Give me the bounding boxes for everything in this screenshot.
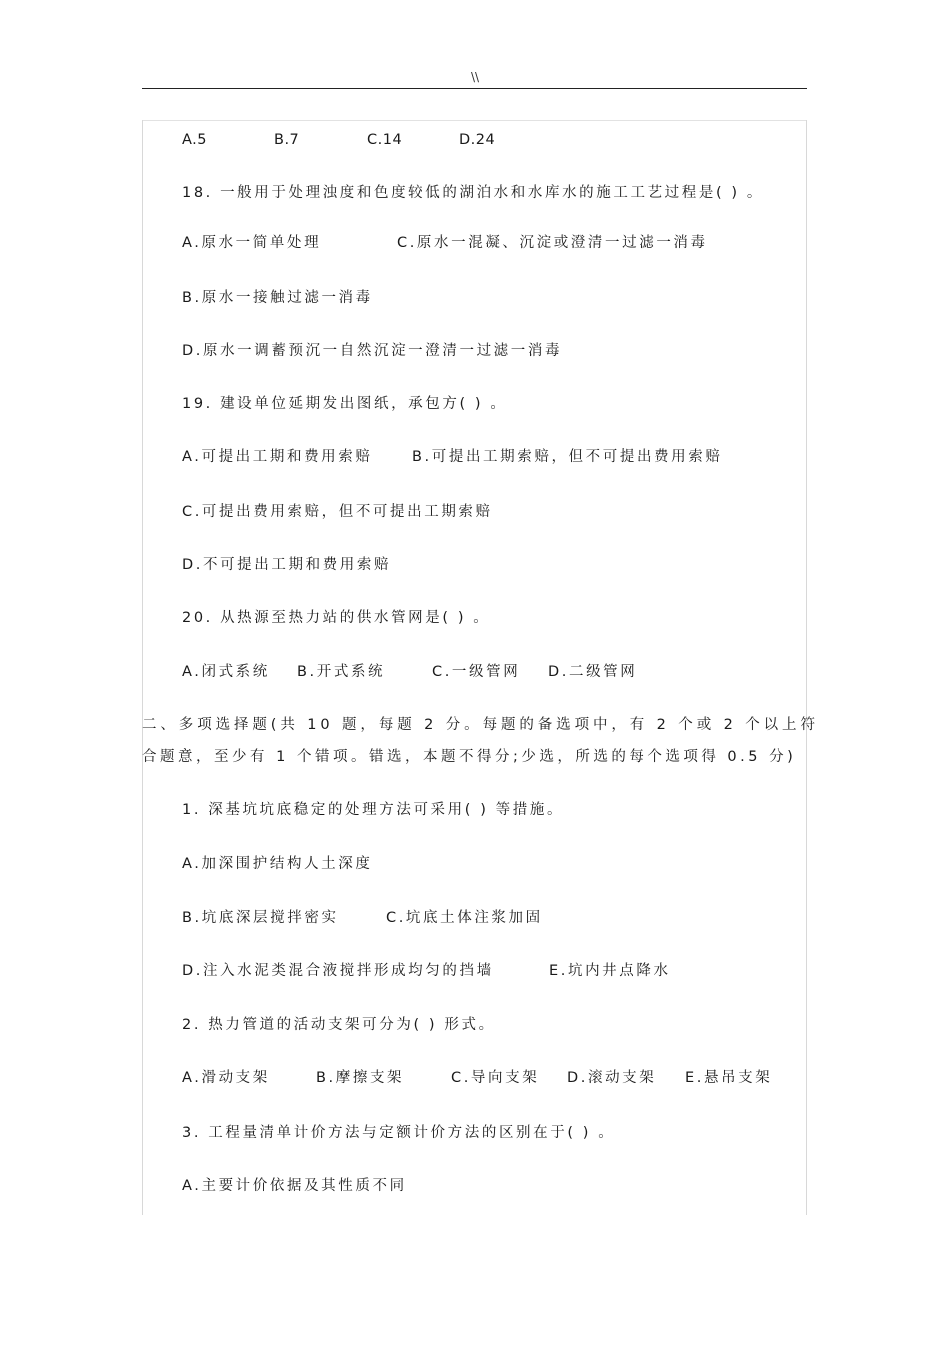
page-frame-top (142, 120, 807, 121)
m3-option-a: A.主要计价依据及其性质不同 (182, 1178, 407, 1194)
m2-option-e: E.悬吊支架 (685, 1070, 773, 1086)
q18-option-b: B.原水一接触过滤一消毒 (182, 290, 373, 306)
m1-option-b: B.坑底深层搅拌密实 (182, 910, 339, 926)
m2-option-b: B.摩擦支架 (316, 1070, 405, 1086)
m1-stem: 1. 深基坑坑底稳定的处理方法可采用( ) 等措施。 (182, 802, 565, 818)
q18-option-c: C.原水一混凝、沉淀或澄清一过滤一消毒 (397, 235, 708, 251)
m1-option-a: A.加深围护结构人土深度 (182, 856, 373, 872)
q17-option-c: C.14 (367, 132, 403, 148)
q19-option-a: A.可提出工期和费用索赔 (182, 449, 373, 465)
m2-option-c: C.导向支架 (451, 1070, 540, 1086)
page-frame-left (142, 120, 143, 1215)
q18-stem: 18. 一般用于处理浊度和色度较低的湖泊水和水库水的施工工艺过程是( ) 。 (182, 185, 764, 201)
q17-option-a: A.5 (182, 132, 207, 148)
m2-stem: 2. 热力管道的活动支架可分为( ) 形式。 (182, 1017, 496, 1033)
m3-stem: 3. 工程量清单计价方法与定额计价方法的区别在于( ) 。 (182, 1125, 616, 1141)
q18-option-a: A.原水一简单处理 (182, 235, 322, 251)
page-frame-right (806, 120, 807, 1215)
section2-heading-line1: 二、多项选择题(共 10 题，每题 2 分。每题的备选项中，有 2 个或 2 个以上符 (142, 717, 819, 733)
page-header-mark: \\ (470, 70, 480, 84)
q20-stem: 20. 从热源至热力站的供水管网是( ) 。 (182, 610, 491, 626)
q19-option-d: D.不可提出工期和费用索赔 (182, 557, 392, 573)
m2-option-a: A.滑动支架 (182, 1070, 270, 1086)
m1-option-d: D.注入水泥类混合液搅拌形成均匀的挡墙 (182, 963, 494, 979)
q19-option-c: C.可提出费用索赔，但不可提出工期索赔 (182, 504, 493, 520)
section2-heading-line2: 合题意，至少有 1 个错项。错选，本题不得分;少选，所选的每个选项得 0.5 分) (142, 749, 797, 765)
q17-option-d: D.24 (459, 132, 496, 148)
m1-option-c: C.坑底土体注浆加固 (386, 910, 543, 926)
q20-option-d: D.二级管网 (548, 664, 638, 680)
header-rule (142, 88, 807, 89)
q19-stem: 19. 建设单位延期发出图纸，承包方( ) 。 (182, 396, 508, 412)
q20-option-c: C.一级管网 (432, 664, 521, 680)
q17-option-b: B.7 (274, 132, 300, 148)
q18-option-d: D.原水一调蓄预沉一自然沉淀一澄清一过滤一消毒 (182, 343, 563, 359)
m2-option-d: D.滚动支架 (567, 1070, 657, 1086)
q19-option-b: B.可提出工期索赔，但不可提出费用索赔 (412, 449, 723, 465)
m1-option-e: E.坑内井点降水 (549, 963, 671, 979)
q20-option-b: B.开式系统 (297, 664, 386, 680)
q20-option-a: A.闭式系统 (182, 664, 270, 680)
